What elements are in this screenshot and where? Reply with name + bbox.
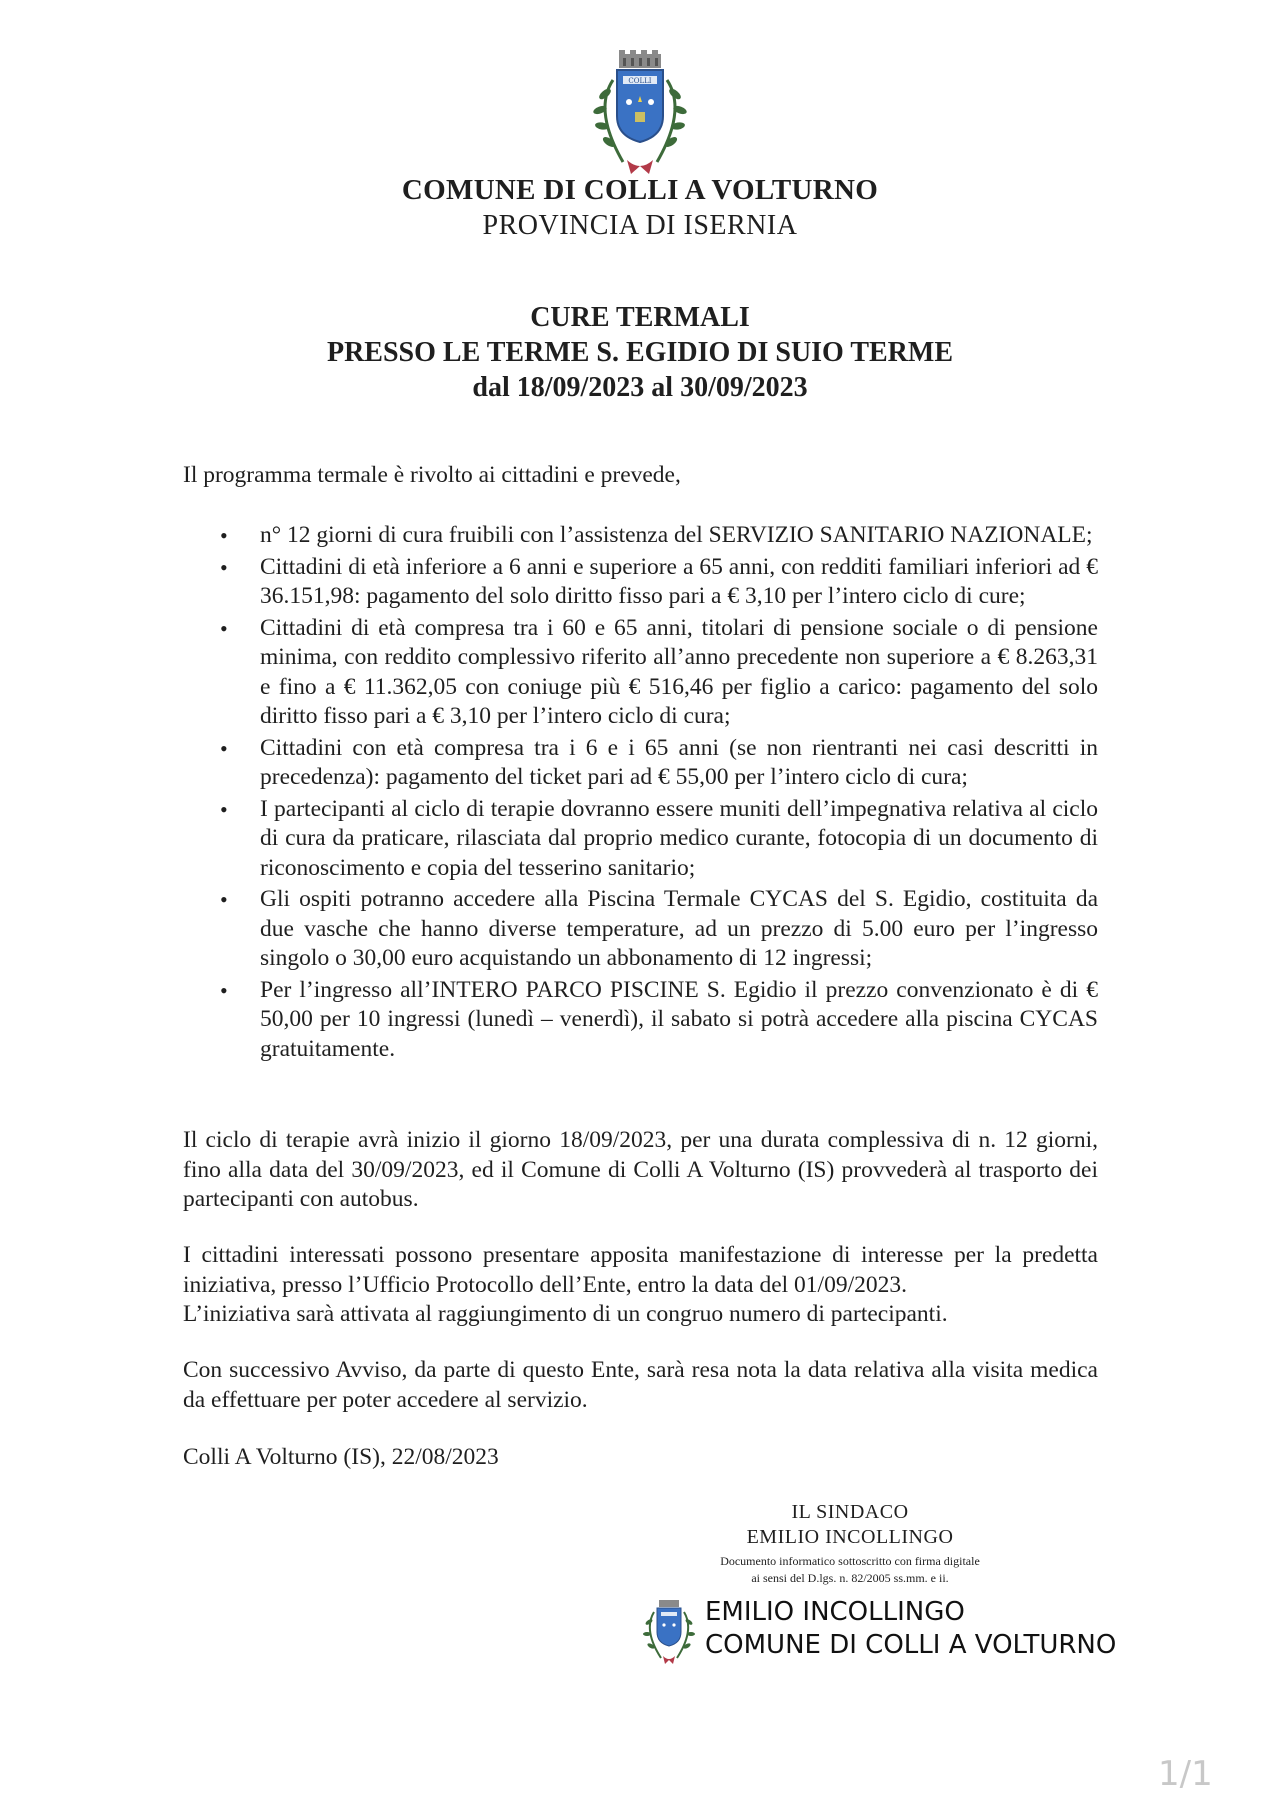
bullet-item: • Cittadini di età inferiore a 6 anni e superiore a 65 anni, con redditi familiari inferiori ad € 36.151,98: pagamento del solo diritto fisso pari a € 3,10 per l’intero ciclo di cure; <box>183 553 1098 612</box>
digital-stamp <box>705 1596 1116 1662</box>
bullet-item: • Per l’ingresso all’INTERO PARCO PISCINE S. Egidio il prezzo convenzionato è di € 50,00 per 10 ingressi (lunedì – venerdì), il sabato si potrà accedere alla piscina CYCAS gratuitamente. <box>183 976 1098 1065</box>
place-and-date: Colli A Volturno (IS), 22/08/2023 <box>183 1444 499 1470</box>
title-line-1: CURE TERMALI <box>530 302 750 333</box>
application-paragraph <box>183 1241 1098 1330</box>
bullet-item: • n° 12 giorni di cura fruibili con l’assistenza del SERVIZIO SANITARIO NAZIONALE; <box>183 521 1098 551</box>
intro-paragraph: Il programma termale è rivolto ai cittadini e prevede, <box>183 462 681 488</box>
stamp-coat-of-arms-icon <box>637 1598 701 1666</box>
notice-paragraph: Con successivo Avviso, da parte di questo Ente, sarà resa nota la data relativa alla visita medica da effettuare per poter accedere al servizio. <box>183 1357 1098 1413</box>
title-line-2: PRESSO LE TERME S. EGIDIO DI SUIO TERME <box>326 337 954 368</box>
municipality-name: COMUNE DI COLLI A VOLTURNO <box>401 174 879 206</box>
coat-of-arms-icon <box>579 50 701 178</box>
application-text: I cittadini interessati possono presentare apposita manifestazione di interesse per la predetta iniziativa, presso l’Ufficio Protocollo dell’Ente, entro la data del 01/09/2023. <box>183 1242 1098 1298</box>
digital-signature-note <box>660 1553 1040 1587</box>
bullet-item: • Gli ospiti potranno accedere alla Piscina Termale CYCAS del S. Egidio, costituita da due vasche che hanno diverse temperature, ad un prezzo di 5.00 euro per l’ingresso singolo o 30,00 euro acquistando un abbonamento di 12 ingressi; <box>183 885 1098 974</box>
svg-text:COLLI: COLLI <box>628 77 652 85</box>
bullet-item: • I partecipanti al ciclo di terapie dovranno essere muniti dell’impegnativa relativa al ciclo di cura da praticare, rilasciata dal proprio medico curante, fotocopia di un documento di riconoscimento e copia del tesserino sanitario; <box>183 795 1098 884</box>
signature-note-line-1: Documento informatico sottoscritto con firma digitale <box>720 1554 980 1568</box>
schedule-paragraph: Il ciclo di terapie avrà inizio il giorno 18/09/2023, per una durata complessiva di n. 12 giorni, fino alla data del 30/09/2023, ed il Comune di Colli A Volturno (IS) provvederà al trasporto dei partecipanti con autobus. <box>183 1127 1098 1212</box>
stamp-entity-name: COMUNE DI COLLI A VOLTURNO <box>705 1630 1117 1660</box>
title-line-3: dal 18/09/2023 al 30/09/2023 <box>472 372 808 403</box>
province-name: PROVINCIA DI ISERNIA <box>482 210 798 241</box>
program-bullet-list <box>183 521 1098 1066</box>
bullet-item: • Cittadini con età compresa tra i 6 e i 65 anni (se non rientranti nei casi descritti in precedenza): pagamento del ticket pari ad € 55,00 per l’intero ciclo di cura; <box>183 734 1098 793</box>
signature-note-line-2: ai sensi del D.lgs. n. 82/2005 ss.mm. e ii. <box>751 1571 949 1585</box>
mayor-title: IL SINDACO <box>791 1501 909 1523</box>
page-indicator: 1/1 <box>1158 1754 1213 1794</box>
mayor-name: EMILIO INCOLLINGO <box>746 1526 954 1548</box>
document-title <box>0 300 1280 405</box>
bullet-item: • Cittadini di età compresa tra i 60 e 65 anni, titolari di pensione sociale o di pensione minima, con reddito complessivo riferito all’anno precedente non superiore a € 8.263,31 e fino a € 11.362,05 con coniuge più € 516,46 per figlio a carico: pagamento del solo diritto fisso pari a € 3,10 per l’intero ciclo di cura; <box>183 614 1098 732</box>
signature-block <box>660 1500 1040 1587</box>
activation-text: L’iniziativa sarà attivata al raggiungimento di un congruo numero di partecipanti. <box>183 1301 948 1327</box>
stamp-signer-name: EMILIO INCOLLINGO <box>705 1597 965 1627</box>
